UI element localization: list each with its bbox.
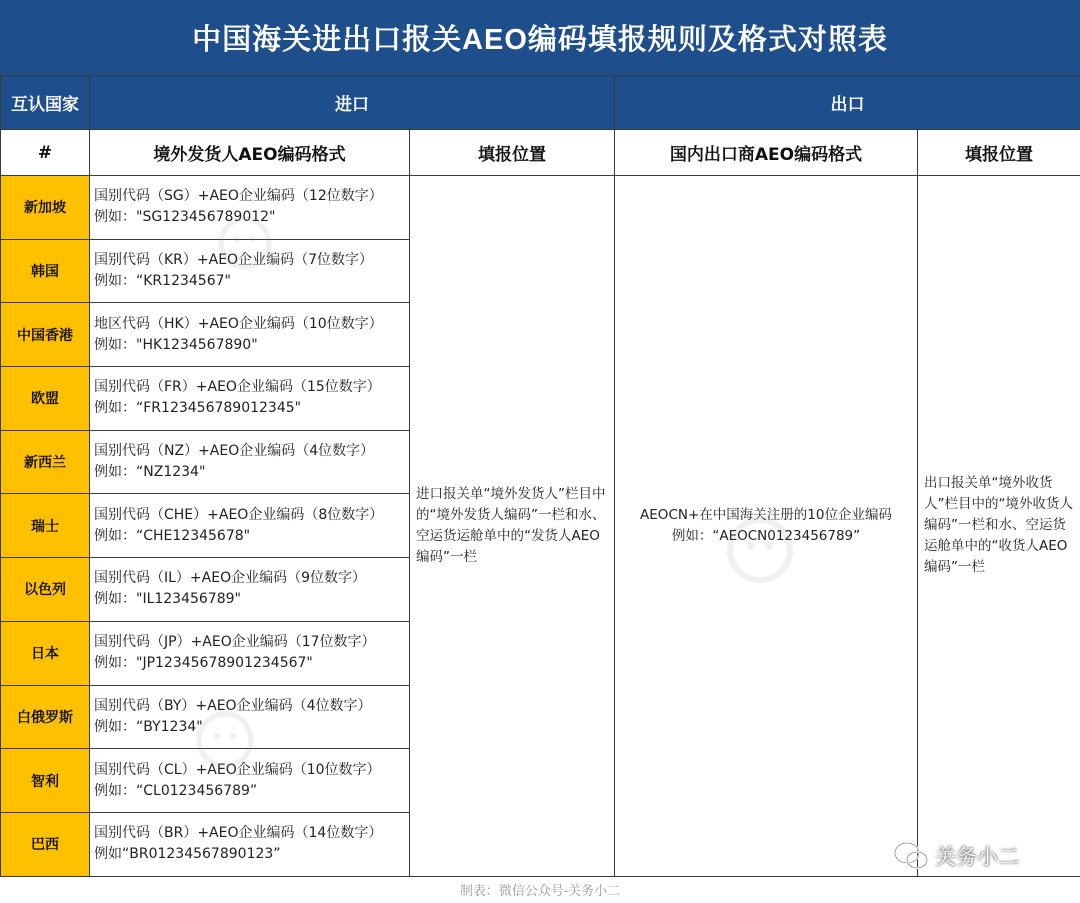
format-line: 国别代码（JP）+AEO企业编码（17位数字） <box>94 634 376 651</box>
example-line: 例如："HK1234567890" <box>94 336 258 353</box>
header-import-format: 境外发货人AEO编码格式 <box>90 130 410 176</box>
country-cell: 中国香港 <box>1 303 90 367</box>
import-format-cell <box>90 239 410 303</box>
example-line: 例如：“CL0123456789” <box>94 782 258 799</box>
country-cell: 新西兰 <box>1 430 90 494</box>
import-format-cell <box>90 494 410 558</box>
import-format-cell <box>90 303 410 367</box>
watermark-text: 关务小二 <box>935 846 1019 869</box>
example-line: 例如："SG123456789012" <box>94 209 276 226</box>
export-format-line: AEOCN+在中国海关注册的10位企业编码 <box>640 506 892 523</box>
format-line: 国别代码（CHE）+AEO企业编码（8位数字） <box>94 506 384 523</box>
country-cell: 白俄罗斯 <box>1 685 90 749</box>
import-format-cell <box>90 685 410 749</box>
format-line: 地区代码（HK）+AEO企业编码（10位数字） <box>94 315 383 332</box>
example-line: 例如：“FR123456789012345" <box>94 400 302 417</box>
import-format-cell <box>90 812 410 876</box>
country-cell: 欧盟 <box>1 367 90 431</box>
watermark <box>893 838 1019 874</box>
format-line: 国别代码（IL）+AEO企业编码（9位数字） <box>94 570 367 587</box>
header-export: 出口 <box>615 76 1080 130</box>
country-cell: 瑞士 <box>1 494 90 558</box>
format-line: 国别代码（KR）+AEO企业编码（7位数字） <box>94 252 373 269</box>
format-line: 国别代码（CL）+AEO企业编码（10位数字） <box>94 761 381 778</box>
format-line: 国别代码（BY）+AEO企业编码（4位数字） <box>94 697 372 714</box>
aeo-table <box>0 75 1080 877</box>
import-format-cell <box>90 749 410 813</box>
import-format-cell <box>90 558 410 622</box>
format-line: 国别代码（FR）+AEO企业编码（15位数字） <box>94 379 381 396</box>
country-cell: 日本 <box>1 621 90 685</box>
country-cell: 智利 <box>1 749 90 813</box>
example-line: 例如："JP12345678901234567" <box>94 655 313 672</box>
footer-credit: 制表：微信公众号-关务小二 <box>459 883 621 898</box>
import-format-cell <box>90 621 410 685</box>
header-export-position: 填报位置 <box>918 130 1080 176</box>
header-export-format: 国内出口商AEO编码格式 <box>615 130 918 176</box>
header-import: 进口 <box>90 76 615 130</box>
country-cell: 巴西 <box>1 812 90 876</box>
header-import-position: 填报位置 <box>410 130 615 176</box>
example-line: 例如："IL123456789" <box>94 591 241 608</box>
country-cell: 以色列 <box>1 558 90 622</box>
country-cell: 韩国 <box>1 239 90 303</box>
country-cell: 新加坡 <box>1 176 90 240</box>
format-line: 国别代码（NZ）+AEO企业编码（4位数字） <box>94 443 375 460</box>
import-format-cell <box>90 176 410 240</box>
import-format-cell <box>90 367 410 431</box>
format-line: 国别代码（SG）+AEO企业编码（12位数字） <box>94 188 383 205</box>
format-line: 国别代码（BR）+AEO企业编码（14位数字） <box>94 825 383 842</box>
export-position-cell: 出口报关单“境外收货人”栏目中的“境外收货人编码”一栏和水、空运货运舱单中的“收货人AEO编码”一栏 <box>918 176 1080 877</box>
example-line: 例如：“CHE12345678" <box>94 527 251 544</box>
example-line: 例如：“KR1234567" <box>94 273 231 290</box>
table-row <box>1 176 1080 240</box>
header-mutual-country: 互认国家 <box>1 76 90 130</box>
export-format-cell <box>615 176 918 877</box>
example-line: 例如：“NZ1234" <box>94 464 206 481</box>
example-line: 例如：“BY1234" <box>94 718 203 735</box>
import-format-cell <box>90 430 410 494</box>
header-hash: # <box>1 130 90 176</box>
import-position-cell: 进口报关单“境外发货人”栏目中的“境外发货人编码”一栏和水、空运货运舱单中的“发货人AEO编码”一栏 <box>410 176 615 877</box>
example-line: 例如“BR01234567890123” <box>94 846 281 863</box>
wechat-icon <box>893 840 929 872</box>
page-title: 中国海关进出口报关AEO编码填报规则及格式对照表 <box>0 0 1080 75</box>
export-example-line: 例如：“AEOCN0123456789” <box>671 527 861 544</box>
